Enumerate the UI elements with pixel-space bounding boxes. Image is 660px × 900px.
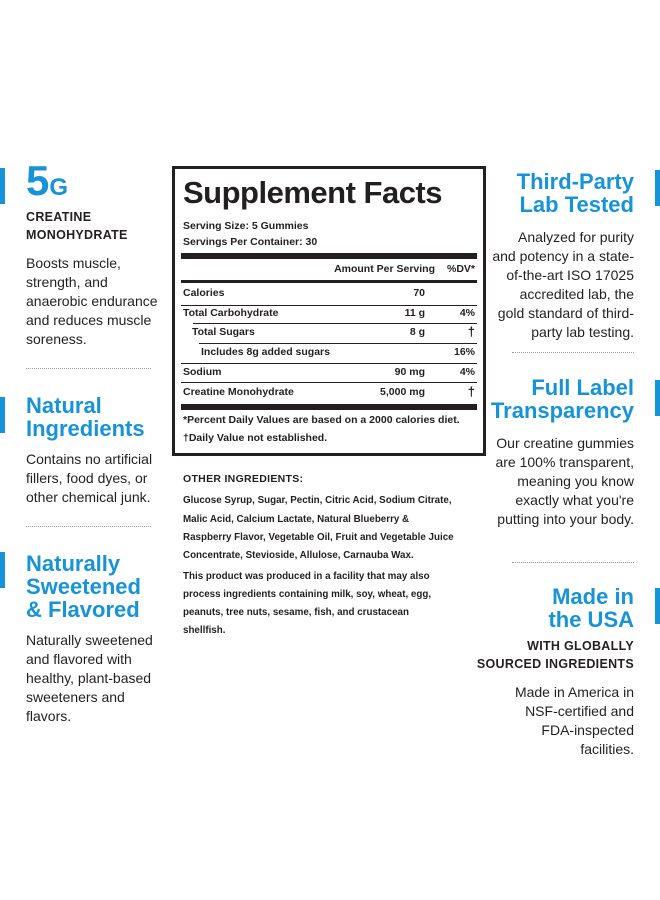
facts-row	[183, 287, 475, 301]
header-dv: %DV*	[446, 263, 475, 275]
accent-bar-sweetened	[0, 552, 5, 588]
nutrient-dv: 4%	[459, 307, 475, 319]
servings-per-container: Servings Per Container: 30	[183, 236, 318, 248]
sweetened-section	[26, 552, 176, 726]
rule-row	[181, 305, 477, 306]
accent-bar-natural	[0, 397, 5, 433]
allergen-line: This product was produced in a facility that may also	[183, 571, 430, 582]
usa-body: Made in America in NSF-certified and FDA-inspected facilities.	[514, 684, 634, 758]
accent-bar-usa	[655, 588, 660, 624]
accent-bar-label	[655, 380, 660, 416]
allergen-line: shellfish.	[183, 625, 226, 637]
creatine-section	[26, 157, 176, 349]
usa-title	[464, 585, 634, 631]
other-ingredients-heading: OTHER INGREDIENTS:	[183, 473, 304, 485]
usa-subtitle-line2: SOURCED INGREDIENTS	[476, 657, 634, 672]
label-title-line2: Transparency	[490, 398, 634, 424]
rule-row	[181, 363, 477, 364]
creatine-body: Boosts muscle, strength, and anaerobic endurance and reduces muscle soreness.	[26, 255, 158, 347]
header-amount: Amount Per Serving	[334, 263, 435, 275]
nutrient-amount: 70	[413, 287, 425, 299]
ingredients-line: Glucose Syrup, Sugar, Pectin, Citric Acid, Sodium Citrate,	[183, 495, 452, 507]
facts-header-row	[183, 263, 475, 277]
creatine-amount-number: 5	[26, 157, 50, 204]
nutrient-name: Sodium	[183, 366, 222, 378]
allergen-line: process ingredients containing milk, soy, wheat, egg,	[183, 589, 432, 601]
nutrient-dv: †	[467, 384, 475, 399]
nutrient-amount: 5,000 mg	[380, 386, 425, 398]
natural-body: Contains no artificial fillers, food dyes, or other chemical junk.	[26, 451, 153, 505]
sweetened-body: Naturally sweetened and flavored with healthy, plant-based sweeteners and flavors.	[26, 632, 153, 724]
nutrient-name: Calories	[183, 287, 225, 299]
nutrient-amount: 8 g	[409, 326, 425, 338]
footnote-percent-dv: *Percent Daily Values are based on a 2000 calories diet.	[183, 414, 460, 426]
footnote-dv-not-established: †Daily Value not established.	[183, 432, 328, 444]
facts-row	[183, 326, 475, 340]
usa-title-line2: the USA	[548, 607, 634, 633]
rule-thick-bottom	[181, 404, 477, 410]
accent-bar-lab	[655, 170, 660, 206]
lab-title	[484, 170, 634, 216]
ingredients-line: Concentrate, Stevioside, Allulose, Carnauba Wax.	[183, 549, 414, 561]
natural-section	[26, 394, 176, 507]
label-section	[484, 376, 634, 529]
ingredients-line: Raspberry Flavor, Vegetable Oil, Fruit and Vegetable Juice	[183, 531, 454, 543]
ingredients-line: Malic Acid, Calcium Lactate, Natural Blueberry &	[183, 513, 410, 525]
nutrient-amount: 11 g	[404, 307, 425, 319]
usa-section	[464, 585, 634, 759]
rule-row	[181, 382, 477, 383]
creatine-subtitle-line2: MONOHYDRATE	[26, 228, 128, 243]
divider-left-2	[26, 526, 151, 527]
lab-title-line2: Lab Tested	[519, 192, 634, 218]
natural-title-line2: Ingredients	[26, 416, 145, 442]
lab-title-line1: Third-Party	[516, 169, 634, 194]
nutrient-amount: 90 mg	[394, 366, 425, 378]
sweetened-title-line1: Naturally	[26, 551, 121, 576]
supplement-facts-title: Supplement Facts	[183, 175, 442, 210]
serving-size: Serving Size: 5 Gummies	[183, 220, 309, 232]
supplement-facts-panel	[172, 166, 486, 456]
divider-right-1	[512, 352, 634, 353]
label-title-line1: Full Label	[531, 375, 634, 400]
facts-row	[183, 386, 475, 400]
usa-subtitle	[464, 637, 634, 673]
creatine-amount-unit: G	[49, 174, 69, 201]
sweetened-title	[26, 552, 176, 621]
divider-right-2	[512, 562, 634, 563]
rule-header	[181, 280, 477, 283]
creatine-subtitle	[26, 208, 176, 244]
rule-row	[193, 323, 477, 324]
nutrient-name: Creatine Monohydrate	[183, 386, 294, 398]
sweetened-title-line2: Sweetened	[26, 574, 141, 600]
rule-row	[199, 343, 477, 344]
natural-title-line1: Natural	[26, 393, 102, 418]
label-body: Our creatine gummies are 100% transparent, meaning you know exactly what you're putting into your body.	[495, 435, 634, 527]
lab-section	[484, 170, 634, 342]
other-ingredients	[183, 470, 483, 565]
creatine-amount	[26, 157, 176, 204]
allergen-line: peanuts, tree nuts, sesame, fish, and crustacean	[183, 607, 409, 619]
nutrient-dv: 16%	[453, 346, 475, 358]
accent-bar-creatine	[0, 168, 5, 204]
allergen-statement	[183, 568, 483, 640]
nutrient-dv: 4%	[459, 366, 475, 378]
label-title	[484, 376, 634, 422]
facts-row	[183, 366, 475, 380]
nutrient-name: Includes 8g added sugars	[201, 346, 330, 358]
nutrient-dv: †	[467, 324, 475, 339]
usa-subtitle-line1: WITH GLOBALLY	[527, 639, 634, 654]
nutrient-name: Total Sugars	[192, 326, 255, 338]
divider-left-1	[26, 368, 151, 369]
nutrient-name: Total Carbohydrate	[183, 307, 279, 319]
facts-row	[183, 346, 475, 360]
creatine-subtitle-line1: CREATINE	[26, 210, 92, 224]
usa-title-line1: Made in	[552, 584, 634, 609]
facts-row	[183, 307, 475, 321]
sweetened-title-line3: & Flavored	[26, 597, 140, 623]
rule-thick-top	[181, 253, 477, 259]
natural-title	[26, 394, 176, 440]
lab-body: Analyzed for purity and potency in a state-of-the-art ISO 17025 accredited lab, the gold standard of third-party lab testing.	[492, 229, 634, 340]
